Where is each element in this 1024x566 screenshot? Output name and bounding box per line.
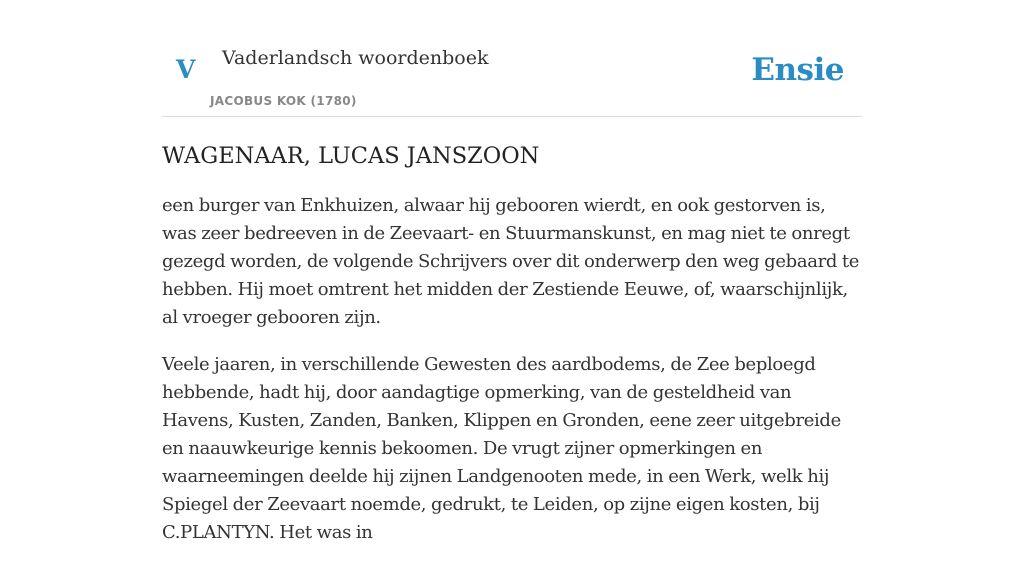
book-header bbox=[162, 0, 862, 117]
book-title-link[interactable]: Vaderlandsch woordenboek bbox=[222, 47, 489, 69]
entry-content bbox=[162, 192, 862, 566]
entry-paragraph: Veele jaaren, in verschillende Gewesten des aardbodems, de Zee beploegd hebbende, hadt hij, door aandagtige opmerking, van de gesteldheid van Havens, Kusten, Zanden, Banken, Klippen en Gronden, eene zeer uitgebreide en naauwkeurige kennis bekoomen. De vrugt zijner opmerkingen en waarneemingen deelde hij zijnen Landgenooten mede, in een Werk, welk hij Spiegel der Zeevaart noemde, gedrukt, te Leiden, op zijne eigen kosten, bij C.PLANTYN. Het was in bbox=[162, 354, 841, 543]
book-letter-icon[interactable]: V bbox=[176, 55, 196, 84]
ensie-logo[interactable]: Ensie bbox=[751, 52, 844, 88]
entry-paragraph: een burger van Enkhuizen, alwaar hij gebooren wierdt, en ook gestorven is, was zeer bedreeven in de Zeevaart- en Stuurmanskunst, en mag niet te onregt gezegd worden, de volgende Schrijvers over dit onderwerp den weg gebaard te hebben. Hij moet omtrent het midden der Zestiende Eeuwe, of, waarschijnlijk, al vroeger gebooren zijn. bbox=[162, 195, 860, 328]
entry-title: WAGENAAR, LUCAS JANSZOON bbox=[162, 143, 540, 169]
book-author: JACOBUS KOK (1780) bbox=[210, 94, 357, 108]
